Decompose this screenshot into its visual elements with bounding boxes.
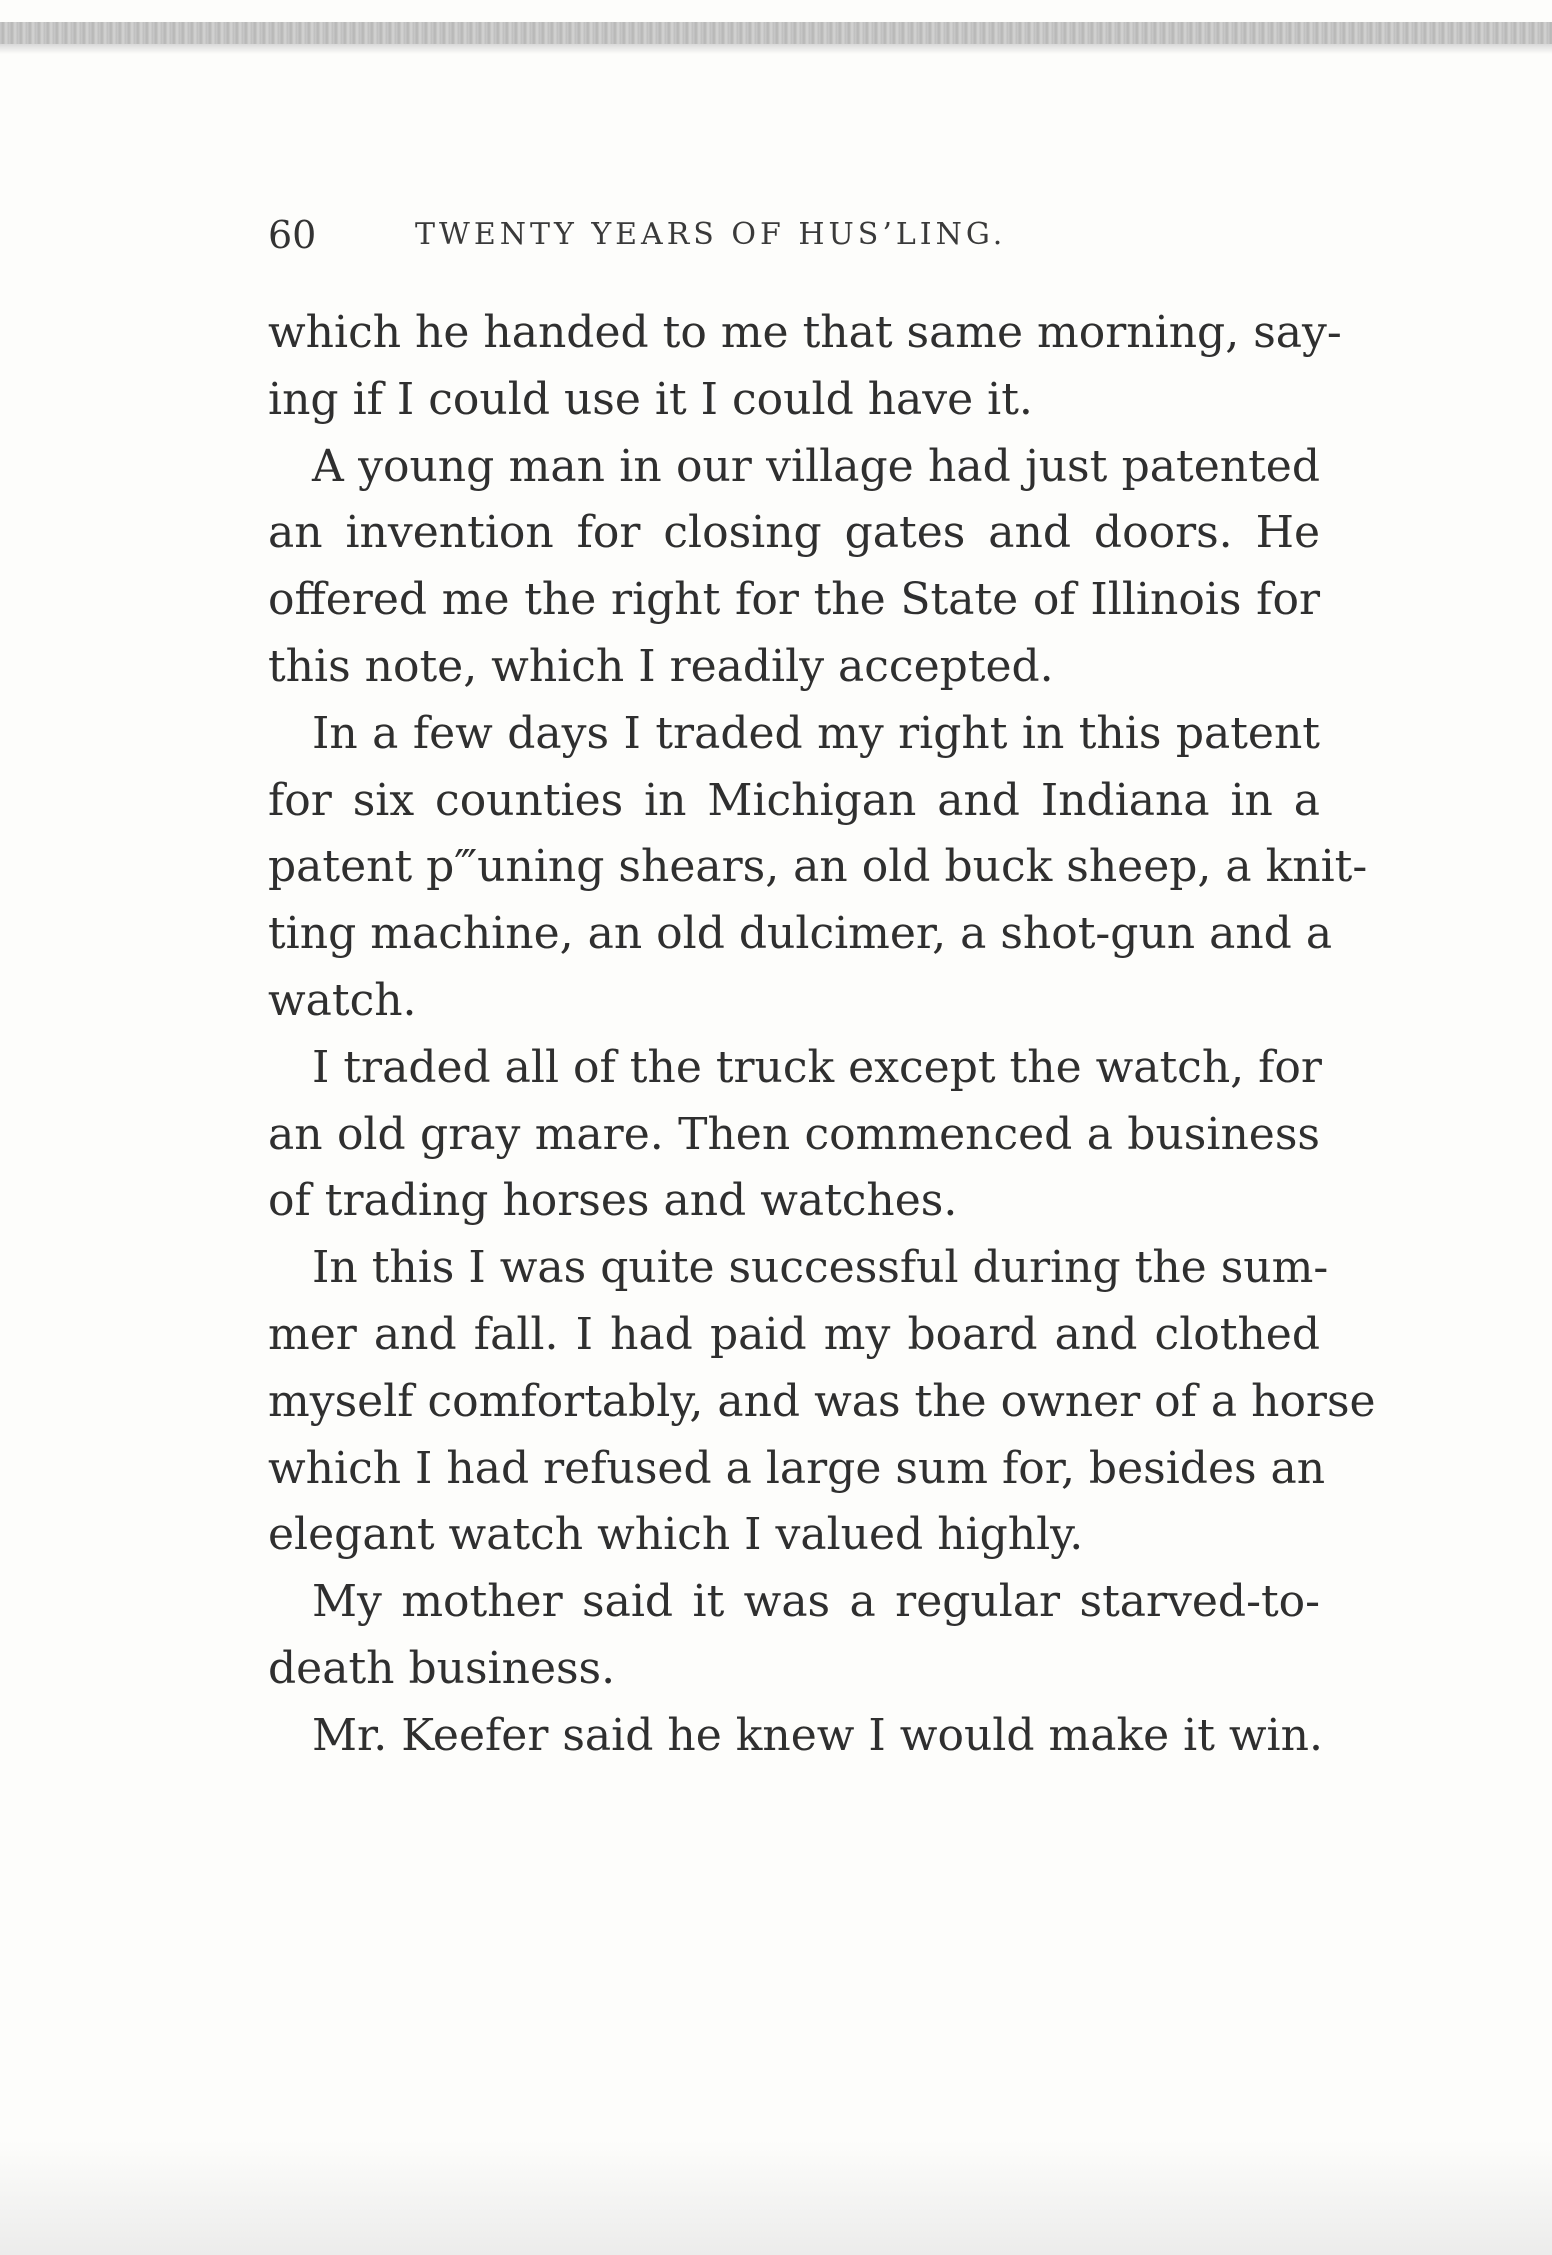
text-line: this note, which I readily accepted. (268, 640, 1054, 692)
text-line: offered me the right for the State of Illinois for (268, 574, 1320, 626)
page-header (268, 210, 1328, 260)
text-line: ting machine, an old dulcimer, a shot-gun and a (268, 908, 1333, 960)
text-line: A young man in our village had just patented (312, 440, 1320, 492)
text-line: mer and fall. I had paid my board and clothed (268, 1308, 1320, 1360)
text-line: ing if I could use it I could have it. (268, 373, 1033, 425)
text-line: an old gray mare. Then commenced a business (268, 1108, 1320, 1160)
body-text (268, 300, 1376, 1770)
text-line: an invention for closing gates and doors. He (268, 507, 1320, 559)
text-line: myself comfortably, and was the owner of a horse (268, 1375, 1376, 1427)
text-line: In this I was quite successful during the sum- (312, 1242, 1329, 1294)
text-line: I traded all of the truck except the watch, for (312, 1041, 1322, 1093)
text-line: My mother said it was a regular starved-to- (312, 1576, 1320, 1628)
scan-top-shadow (0, 44, 1552, 54)
text-line: death business. (268, 1642, 616, 1694)
text-line: which he handed to me that same morning, say- (268, 307, 1342, 358)
scan-top-edge (0, 22, 1552, 44)
page-number: 60 (268, 213, 317, 257)
text-line: watch. (268, 974, 417, 1026)
text-line: which I had refused a large sum for, besides an (268, 1442, 1326, 1494)
text-line: of trading horses and watches. (268, 1175, 958, 1227)
text-line: patent p‴uning shears, an old buck sheep, a knit- (268, 841, 1368, 893)
text-line: elegant watch which I valued highly. (268, 1509, 1084, 1561)
scan-bottom-shading (0, 2140, 1552, 2255)
text-line: for six counties in Michigan and Indiana in a (268, 774, 1320, 826)
text-line: In a few days I traded my right in this patent (312, 707, 1320, 759)
running-head: TWENTY YEARS OF HUS’LING. (415, 217, 1007, 252)
text-line: Mr. Keefer said he knew I would make it win. (312, 1709, 1323, 1761)
